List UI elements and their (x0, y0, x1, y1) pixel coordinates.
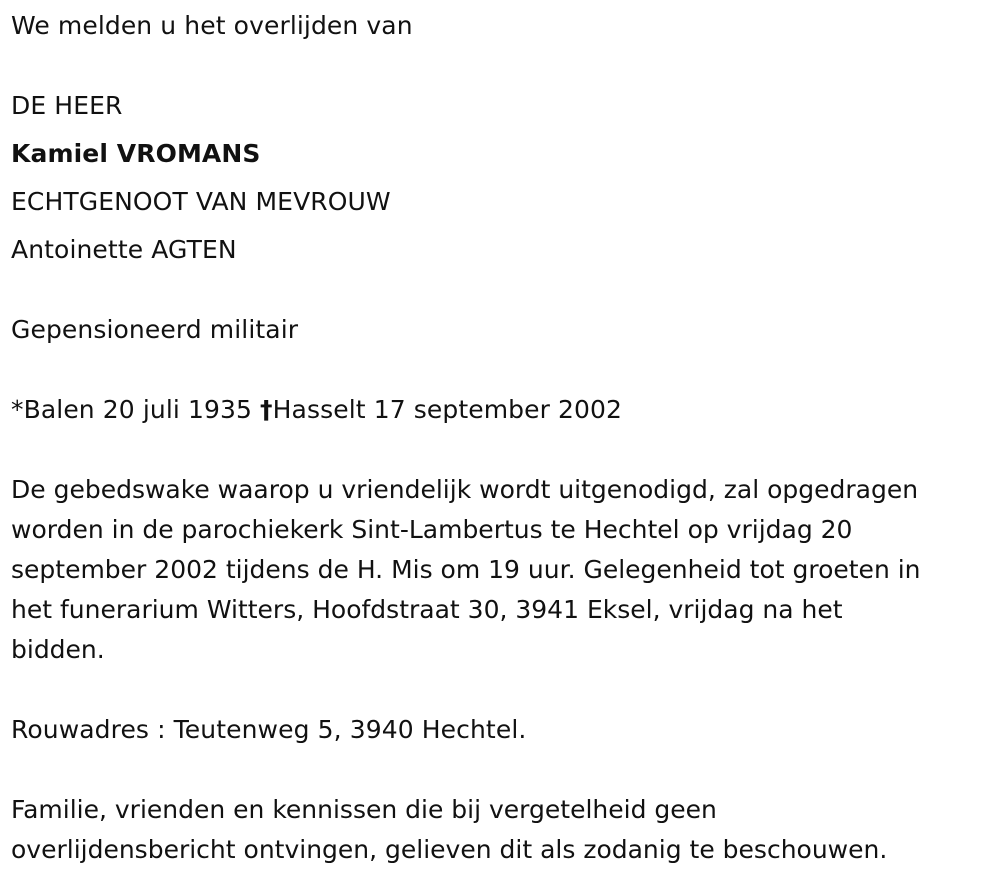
life-dates (11, 390, 622, 430)
title-text: DE HEER (11, 91, 123, 120)
intro-text: We melden u het overlijden van (11, 11, 413, 40)
cross-icon: † (260, 395, 273, 424)
wake-line: het funerarium Witters, Hoofdstraat 30, 3941 Eksel, vrijdag na het (11, 595, 843, 624)
address-text: Rouwadres : Teutenweg 5, 3940 Hechtel. (11, 715, 527, 744)
death-date: Hasselt 17 september 2002 (272, 395, 623, 424)
spouse-label: ECHTGENOOT VAN MEVROUW (11, 187, 391, 216)
closing-paragraph (11, 790, 986, 870)
wake-line: september 2002 tijdens de H. Mis om 19 uur. Gelegenheid tot groeten in (11, 555, 921, 584)
wake-line: worden in de parochiekerk Sint-Lambertus te Hechtel op vrijdag 20 (11, 515, 853, 544)
deceased-name: Kamiel VROMANS (11, 139, 261, 168)
wake-paragraph (11, 470, 986, 670)
wake-line: bidden. (11, 635, 105, 664)
closing-line: overlijdensbericht ontvingen, gelieven dit als zodanig te beschouwen. (11, 835, 888, 864)
closing-line: Familie, vrienden en kennissen die bij vergetelheid geen (11, 795, 717, 824)
spouse-name: Antoinette AGTEN (11, 235, 237, 264)
occupation-text: Gepensioneerd militair (11, 315, 299, 344)
wake-line: De gebedswake waarop u vriendelijk wordt uitgenodigd, zal opgedragen (11, 475, 919, 504)
birth-date: *Balen 20 juli 1935 (11, 395, 252, 424)
